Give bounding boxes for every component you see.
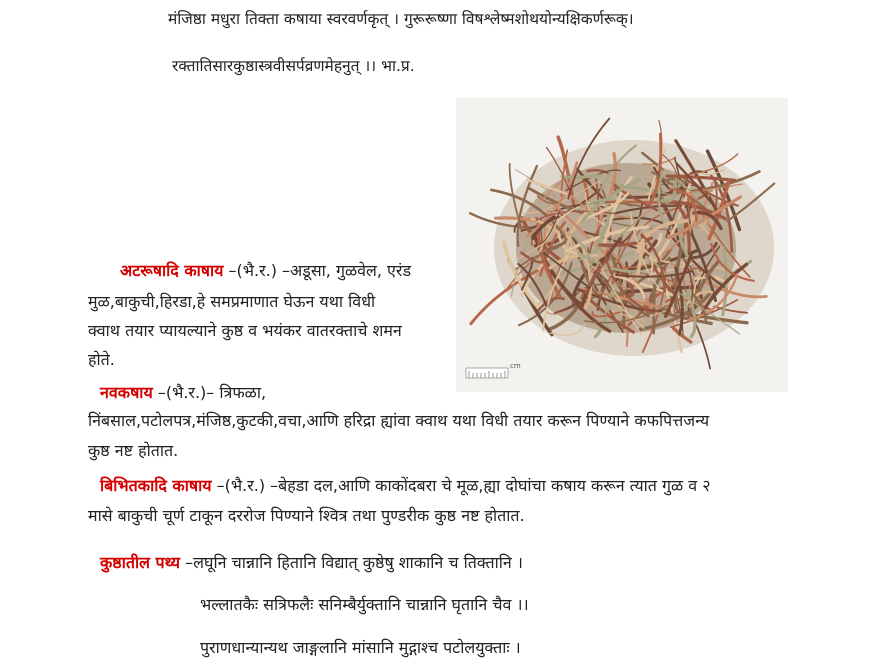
section2-title: नवकषाय xyxy=(100,383,153,402)
section2-line-1 xyxy=(100,383,266,403)
section4-title: कुष्ठातील पथ्य xyxy=(100,553,181,572)
section1-text-1: –(भै.र.) –अडूसा, गुळवेल, एरंड xyxy=(223,261,412,280)
section2-text-1: –(भै.र.)– त्रिफळा, xyxy=(152,383,267,402)
section2-line-2: निंबसाल,पटोलपत्र,मंजिष्ठ,कुटकी,वचा,आणि हरिद्रा ह्यांवा क्वाथ यथा विधी तयार करून पिण्याने कफपित्तजन्य xyxy=(88,411,710,430)
section1-line-1 xyxy=(120,261,411,281)
verse-line-1: मंजिष्ठा मधुरा तिक्ता कषाया स्वरवर्णकृत् । गुरूरूष्णा विषश्लेष्मशोथयोन्यक्षिकर्णरूक्। xyxy=(168,10,634,28)
section1-line-2: मुळ,बाकुची,हिरडा,हे समप्रमाणात घेऊन यथा विधी xyxy=(88,292,376,311)
section3-line-1 xyxy=(100,476,711,496)
section3-title: बिभितकादि काषाय xyxy=(100,476,212,495)
section1-line-4: होते. xyxy=(88,350,115,369)
section4-line-1 xyxy=(100,553,523,573)
section2-line-3: कुष्ठ नष्ट होतात. xyxy=(88,441,179,460)
root-strand xyxy=(562,175,603,177)
section1-title: अटरूषादि काषाय xyxy=(120,261,224,280)
section3-line-2: मासे बाकुची चूर्ण टाकून दररोज पिण्याने श्वित्र तथा पुण्डरीक कुष्ठ नष्ट होतात. xyxy=(88,506,525,525)
section1-line-3: क्वाथ तयार प्यायल्याने कुष्ठ व भयंकर वातरक्ताचे शमन xyxy=(88,321,402,340)
ruler-label: cm xyxy=(510,362,521,370)
section3-text-1: –(भै.र.) –बेहडा दल,आणि काकोंदबरा चे मूळ,ह्या दोघांचा कषाय करून त्यात गुळ व २ xyxy=(211,476,711,495)
section4-text-1: –लघूनि चान्नानि हितानि विद्यात् कुष्ठेषु शाकानि च तिक्तानि । xyxy=(180,553,523,572)
section4-line-3: पुराणधान्यान्यथ जाङ्गलानि मांसानि मुद्गाश्च पटोलयुक्ताः । xyxy=(200,638,521,657)
section4-line-2: भल्लातकैः सत्रिफलैः सनिम्बैर्युक्तानि चान्नानि घृतानि चैव ।। xyxy=(200,595,529,614)
herb-roots-photo xyxy=(456,98,788,392)
verse-line-2: रक्तातिसारकुष्ठास्त्रवीसर्पव्रणमेहनुत् ।। भा.प्र. xyxy=(172,57,415,75)
